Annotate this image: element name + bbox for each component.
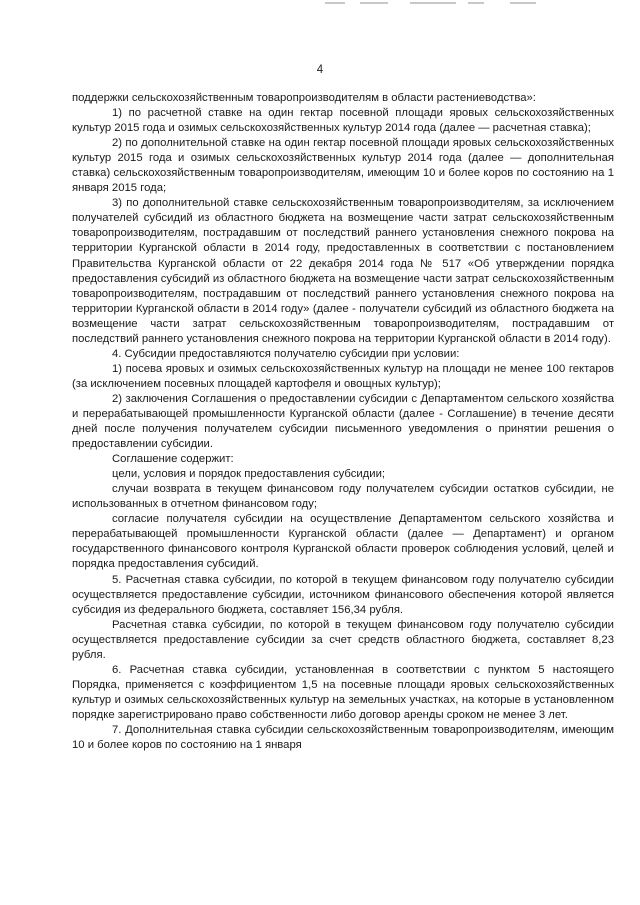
- paragraph: 1) по расчетной ставке на один гектар посевной площади яровых сельскохозяйственных культур 2015 года и озимых сельскохозяйственных культур 2014 года (далее — расчетная ставка);: [72, 107, 614, 135]
- paragraph: 1) посева яровых и озимых сельскохозяйственных культур на площади не менее 100 гектаров (за исключением посевных площадей картофеля и овощных культур);: [72, 362, 614, 390]
- paragraph: 3) по дополнительной ставке сельскохозяйственным товаропроизводителям, за исключением получателей субсидий из областного бюджета на возмещение части затрат сельскохозяйственным товаропроизводителям, пострадавшим от последствий раннего установления снежного покрова на территории Курганской области в 2014 году, предоставленных в соответствии с постановлением Правительства Курганской области от 22 декабря 2014 года № 517 «Об утверждении порядка предоставления субсидий из областного бюджета на возмещение части затрат сельскохозяйственным товаропроизводителям, пострадавшим от последствий раннего установления снежного покрова на территории Курганской области в 2014 году» (далее - получатели субсидий из областного бюджета на возмещение части затрат сельскохозяйственным товаропроизводителям, пострадавшим от последствий раннего установления снежного покрова на территории Курганской области в 2014 году).: [72, 197, 614, 345]
- document-body: [72, 91, 614, 753]
- paragraph: 2) заключения Соглашения о предоставлении субсидии с Департаментом сельского хозяйства и перерабатывающей промышленности Курганской области (далее - Соглашение) в течение десяти дней после получения получателем субсидии письменного уведомления о принятии решения о предоставлении субсидии.: [72, 392, 614, 451]
- paragraph: Соглашение содержит:: [112, 453, 234, 466]
- paragraph: 2) по дополнительной ставке на один гектар посевной площади яровых сельскохозяйственных культур 2015 года и озимых сельскохозяйственных культур 2014 года (далее — дополнительная ставка) сельскохозяйственным товаропроизводителям, имеющим 10 и более коров по состоянию на 1 января 2015 года;: [72, 137, 614, 195]
- paragraph: 5. Расчетная ставка субсидии, по которой в текущем финансовом году получателю субсидии осуществляется предоставление субсидии, источником финансового обеспечения которой является субсидия из федерального бюджета, составляет 156,34 рубля.: [72, 573, 614, 616]
- paragraph: Расчетная ставка субсидии, по которой в текущем финансовом году получателю субсидии осуществляется предоставление субсидии за счет средств областного бюджета, составляет 8,23 рубля.: [72, 618, 614, 661]
- paragraph: поддержки сельскохозяйственным товаропроизводителям в области растениеводства»:: [72, 92, 536, 104]
- paragraph: 4. Субсидии предоставляются получателю субсидии при условии:: [112, 347, 460, 360]
- paragraph: цели, условия и порядок предоставления субсидии;: [112, 468, 386, 481]
- paragraph: 7. Дополнительная ставка субсидии сельскохозяйственным товаропроизводителям, имеющим 10 и более коров по состоянию на 1 января: [72, 723, 614, 752]
- page-number: 4: [316, 64, 324, 76]
- paragraph: случаи возврата в текущем финансовом году получателем субсидии остатков субсидии, не использованных в отчетном финансовом году;: [72, 483, 614, 511]
- scan-artifact: [300, 2, 550, 6]
- paragraph: согласие получателя субсидии на осуществление Департаментом сельского хозяйства и перерабатывающей промышленности Курганской области (далее — Департамент) и органом государственного финансового контроля Курганской области проверок соблюдения условий, целей и порядка предоставления субсидий.: [72, 513, 614, 571]
- paragraph: 6. Расчетная ставка субсидии, установленная в соответствии с пунктом 5 настоящего Порядка, применяется с коэффициентом 1,5 на посевные площади яровых сельскохозяйственных культур и озимых сельскохозяйственных культур на земельных участках, на которые в установленном порядке зарегистрировано право собственности либо договор аренды сроком не менее 3 лет.: [72, 663, 614, 721]
